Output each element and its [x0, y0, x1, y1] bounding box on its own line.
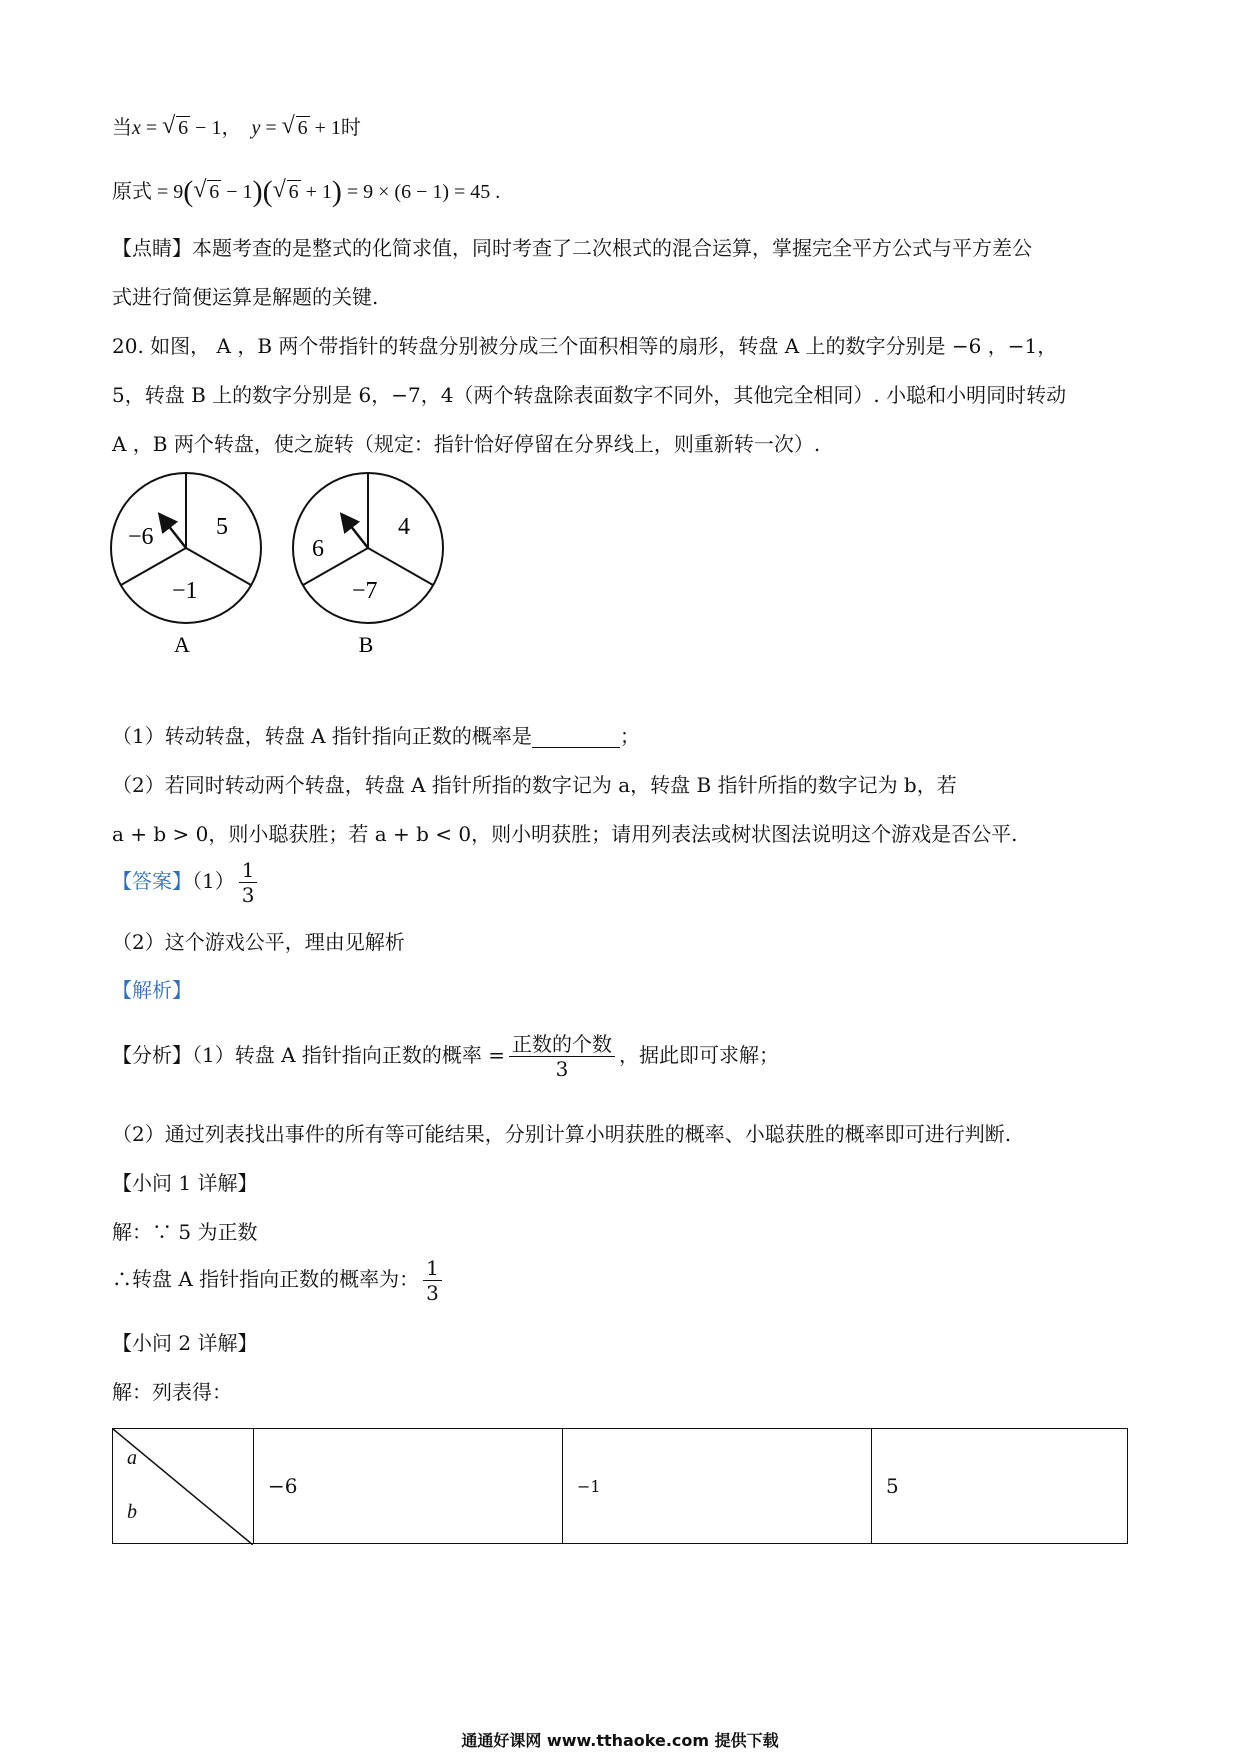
spinner-a-label: A: [174, 632, 190, 657]
answer-part2: （2）这个游戏公平，理由见解析: [112, 930, 405, 954]
answer-fraction: $\frac{1}{3}$: [239, 858, 258, 907]
header-corner-cell: [113, 1429, 254, 1544]
xiaowen2-heading: 【小问 2 详解】: [112, 1331, 258, 1355]
footer-watermark: 通通好课网 www.tthaoke.com 提供下载: [461, 1731, 779, 1750]
fenxi2-line: （2）通过列表找出事件的所有等可能结果，分别计算小明获胜的概率、小聪获胜的概率即可进行判断.: [112, 1122, 1012, 1146]
table-cell-5: 5: [872, 1429, 1128, 1544]
conclusion-fraction: $\frac{1}{3}$: [423, 1256, 442, 1305]
table-row: [113, 1429, 1128, 1544]
jie1-line: 解：∵ 5 为正数: [112, 1220, 258, 1244]
header-b: b: [127, 1501, 137, 1523]
conclusion-line: ∴转盘 A 指针指向正数的概率为： $\frac{1}{3}$: [112, 1256, 446, 1305]
result-table: [112, 1428, 1128, 1544]
spinner-b-value-2: 4: [398, 514, 410, 540]
xiaowen1-heading: 【小问 1 详解】: [112, 1171, 258, 1195]
part2-question-line2: a + b > 0，则小聪获胜；若 a + b < 0，则小明获胜；请用列表法或树状图法说明这个游戏是否公平.: [112, 822, 1018, 846]
q20-line3: A ，B 两个转盘，使之旋转（规定：指针恰好停留在分界线上，则重新转一次）.: [112, 432, 821, 456]
sqrt-6-b: √ 6: [281, 113, 308, 139]
spinner-b: [293, 473, 443, 657]
jie2-line: 解：列表得：: [112, 1380, 232, 1404]
sqrt-expr-a: √ 6: [193, 177, 220, 203]
q20-line1: 20. 如图， A ，B 两个带指针的转盘分别被分成三个面积相等的扇形，转盘 A 上的数字分别是 −6 ，−1，: [112, 334, 1058, 358]
result-line: 原式 = 9( √ 6 − 1)( √ 6 + 1) = 9 × (6 − 1) = 45 .: [112, 175, 501, 208]
dianjing-line1: 【点睛】本题考查的是整式的化简求值，同时考查了二次根式的混合运算，掌握完全平方公式与平方差公: [112, 236, 1032, 260]
header-a: a: [127, 1447, 137, 1469]
answer-line: 【答案】（1） $\frac{1}{3}$: [112, 858, 261, 907]
q20-line2: 5，转盘 B 上的数字分别是 6，−7，4（两个转盘除表面数字不同外，其他完全相同）. 小聪和小明同时转动: [112, 383, 1067, 407]
spinner-b-value-1: 6: [312, 536, 324, 562]
answer-blank: [532, 727, 620, 748]
spinner-a-value-1: −6: [128, 524, 154, 550]
part1-question: （1）转动转盘，转盘 A 指针指向正数的概率是 ；: [112, 724, 640, 748]
table-cell-neg6: −6: [254, 1429, 563, 1544]
part2-question-line1: （2）若同时转动两个转盘，转盘 A 指针所指的数字记为 a，转盘 B 指针所指的数字记为 b，若: [112, 773, 957, 797]
spinner-b-value-3: −7: [352, 578, 378, 604]
sqrt-6: √ 6: [162, 113, 189, 139]
dianjing-line2: 式进行简便运算是解题的关键.: [112, 285, 379, 309]
sqrt-expr-b: √ 6: [272, 177, 299, 203]
spinner-a: [111, 473, 261, 657]
answer-tag: 【答案】: [112, 869, 192, 893]
spinner-b-label: B: [358, 632, 374, 657]
fenxi-fraction: $\frac{\text{正数的个数}}{3}$: [509, 1032, 615, 1081]
spinners-figure: [100, 462, 460, 662]
spinner-a-value-3: −1: [172, 578, 198, 604]
condition-line: 当x = √ 6 − 1， y = √ 6 + 1时: [112, 113, 361, 139]
fenxi-line: 【分析】（1）转盘 A 指针指向正数的概率 = $\frac{\text{正数的个数}}{3}$ ，据此即可求解；: [112, 1032, 779, 1081]
spinner-a-value-2: 5: [216, 514, 228, 540]
table-cell-neg1: −1: [563, 1429, 872, 1544]
jiexi-tag: 【解析】: [112, 978, 192, 1002]
